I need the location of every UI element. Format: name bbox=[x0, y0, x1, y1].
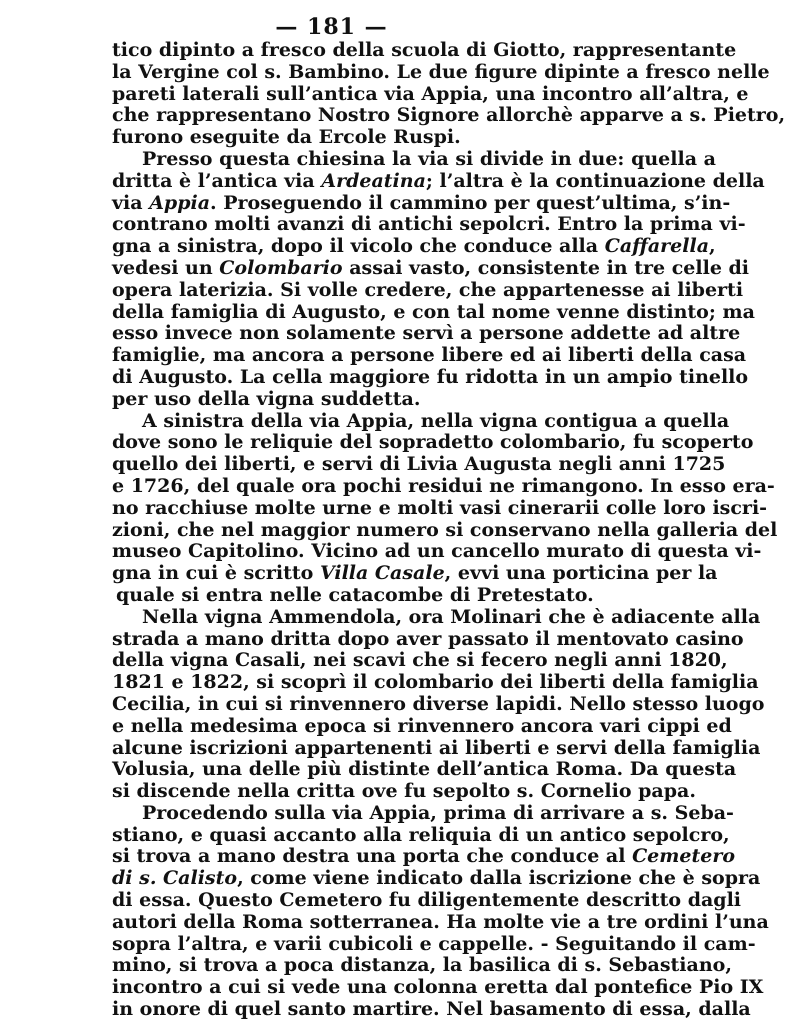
line-text: furono eseguite da Ercole Ruspi. bbox=[112, 126, 461, 149]
line-text: dove sono le reliquie del sopradetto colombario, fu scoperto bbox=[112, 431, 754, 454]
text-line bbox=[112, 409, 730, 433]
text-line bbox=[112, 127, 596, 149]
page-number: — 181 — bbox=[275, 14, 388, 40]
line-text: vedesi un bbox=[112, 256, 220, 279]
body-text bbox=[112, 39, 785, 1021]
text-line bbox=[112, 453, 726, 476]
text-line bbox=[112, 518, 778, 542]
text-line bbox=[112, 322, 741, 345]
line-text: Nella vigna Ammendola, ora Molinari che è adiacente alla bbox=[142, 605, 761, 628]
text-line bbox=[112, 714, 732, 738]
line-text: si trova a mano destra una porta che conduce al bbox=[112, 845, 633, 868]
text-line bbox=[112, 627, 744, 651]
italic-text: Caffarella bbox=[604, 235, 710, 258]
line-text: di Augusto. La cella maggiore fu ridotta in un ampio tinello bbox=[112, 365, 749, 388]
line-text: alcune iscrizioni appartenenti ai liberti e servi della famiglia bbox=[112, 736, 761, 759]
text-line bbox=[112, 540, 762, 563]
line-text: esso invece non solamente servì a persone addette ad altre bbox=[112, 322, 741, 345]
line-text: Cecilia, in cui si rinvennero diverse lapidi. Nello stesso luogo bbox=[112, 692, 765, 715]
text-line bbox=[112, 649, 728, 672]
line-text: Volusia, una delle più distinte dell’antica Roma. Da questa bbox=[112, 758, 737, 781]
text-line bbox=[112, 104, 785, 127]
text-line bbox=[112, 169, 765, 193]
line-text: via bbox=[112, 191, 150, 214]
line-text: Presso questa chiesina la via si divide in due: quella a bbox=[142, 147, 716, 170]
line-text: quale si entra nelle catacombe di Pretestato. bbox=[116, 583, 594, 606]
text-line bbox=[112, 365, 749, 389]
italic-text: Appia bbox=[149, 191, 211, 214]
text-line bbox=[112, 605, 761, 629]
line-text: incontro a cui si vede una colonna eretta dal pontefice Pio IX bbox=[112, 976, 764, 999]
line-text: ; l’altra è la continuazione della bbox=[425, 169, 765, 192]
italic-text: Ardeatina bbox=[321, 169, 426, 192]
line-text: , bbox=[709, 235, 716, 258]
italic-text: Colombario bbox=[219, 256, 343, 279]
line-text: famiglie, ma ancora a persone libere ed ai liberti della casa bbox=[112, 344, 747, 367]
line-text: . Proseguendo il cammino per quest’ultima, s’in- bbox=[210, 191, 731, 214]
text-line bbox=[112, 278, 744, 302]
line-text: della vigna Casali, nei scavi che si fecero negli anni 1820, bbox=[112, 649, 728, 672]
line-text: sopra l’altra, e varii cubicoli e cappelle. - Seguitando il cam- bbox=[112, 932, 756, 955]
text-line bbox=[112, 954, 732, 977]
line-text: 1821 e 1822, si scoprì il colombario dei liberti della famiglia bbox=[112, 671, 759, 694]
text-line bbox=[112, 780, 696, 803]
italic-text: Cemetero bbox=[632, 845, 736, 868]
text-line bbox=[112, 692, 765, 716]
line-text: A sinistra della via Appia, nella vigna contigua a quella bbox=[142, 409, 730, 432]
line-text: strada a mano dritta dopo aver passato il mentovato casino bbox=[112, 627, 744, 650]
text-line bbox=[112, 889, 742, 912]
line-text: che rappresentano Nostro Signore allorchè apparve a s. Pietro, bbox=[112, 104, 785, 127]
text-line bbox=[112, 998, 751, 1021]
line-text: no racchiuse molte urne e molti vasi cinerarii colle loro iscri- bbox=[112, 496, 768, 519]
text-line bbox=[112, 496, 768, 520]
line-text: , come viene indicato dalla iscrizione che è sopra bbox=[237, 867, 761, 890]
line-text: dritta è l’antica via bbox=[112, 169, 322, 192]
text-line bbox=[112, 344, 747, 367]
text-line bbox=[112, 191, 731, 215]
text-line bbox=[112, 389, 596, 411]
text-line bbox=[112, 910, 769, 934]
line-text: zioni, che nel maggior numero si conservano nella galleria del bbox=[112, 518, 778, 541]
text-line bbox=[112, 235, 716, 258]
line-text: per uso della vigna suddetta. bbox=[112, 387, 421, 410]
text-line bbox=[112, 474, 775, 498]
line-text: e 1726, del quale ora pochi residui ne rimangono. In esso era- bbox=[112, 474, 775, 497]
text-line bbox=[112, 256, 750, 280]
text-line bbox=[112, 39, 737, 62]
line-text: contrano molti avanzi di antichi sepolcri. Entro la prima vi- bbox=[112, 213, 746, 236]
text-line bbox=[112, 758, 737, 781]
line-text: , evvi una porticina per la bbox=[444, 562, 718, 585]
line-text: museo Capitolino. Vicino ad un cancello murato di questa vi- bbox=[112, 540, 762, 563]
italic-text: di s. Calisto bbox=[112, 867, 238, 890]
line-text: Procedendo sulla via Appia, prima di arrivare a s. Seba- bbox=[142, 801, 734, 824]
text-line bbox=[112, 801, 734, 825]
text-line bbox=[112, 932, 756, 956]
text-line bbox=[112, 867, 761, 890]
text-line bbox=[112, 845, 736, 868]
text-line bbox=[112, 736, 761, 760]
text-line bbox=[112, 300, 755, 324]
text-line bbox=[112, 60, 770, 84]
text-line bbox=[112, 585, 596, 607]
text-line bbox=[112, 976, 764, 999]
line-text: opera laterizia. Si volle credere, che appartenesse ai liberti bbox=[112, 278, 744, 301]
line-text: della famiglia di Augusto, e con tal nome venne distinto; ma bbox=[112, 300, 755, 323]
line-text: gna in cui è scritto bbox=[112, 562, 320, 585]
text-line bbox=[112, 147, 716, 171]
line-text: di essa. Questo Cemetero fu diligentemente descritto dagli bbox=[112, 889, 742, 912]
line-text: e nella medesima epoca si rinvennero ancora vari cippi ed bbox=[112, 714, 732, 737]
line-text: la Vergine col s. Bambino. Le due figure dipinte a fresco nelle bbox=[112, 60, 770, 83]
text-line bbox=[112, 431, 754, 454]
line-text: quello dei liberti, e servi di Livia Augusta negli anni 1725 bbox=[112, 453, 726, 476]
text-line bbox=[112, 671, 759, 694]
text-line bbox=[112, 82, 749, 106]
line-text: si discende nella critta ove fu sepolto s. Cornelio papa. bbox=[112, 780, 696, 803]
italic-text: Villa Casale bbox=[319, 562, 445, 585]
line-text: stiano, e quasi accanto alla reliquia di un antico sepolcro, bbox=[112, 823, 730, 846]
line-text: autori della Roma sotterranea. Ha molte vie a tre ordini l’una bbox=[112, 910, 769, 933]
line-text: gna a sinistra, dopo il vicolo che conduce alla bbox=[112, 235, 605, 258]
line-text: pareti laterali sull’antica via Appia, una incontro all’altra, e bbox=[112, 82, 749, 105]
line-text: in onore di quel santo martire. Nel basamento di essa, dalla bbox=[112, 998, 751, 1021]
line-text: assai vasto, consistente in tre celle di bbox=[342, 256, 750, 279]
text-line bbox=[112, 562, 718, 585]
text-line bbox=[112, 213, 746, 236]
line-text: tico dipinto a fresco della scuola di Giotto, rappresentante bbox=[112, 39, 737, 61]
text-line bbox=[112, 823, 730, 847]
line-text: mino, si trova a poca distanza, la basilica di s. Sebastiano, bbox=[112, 954, 732, 977]
